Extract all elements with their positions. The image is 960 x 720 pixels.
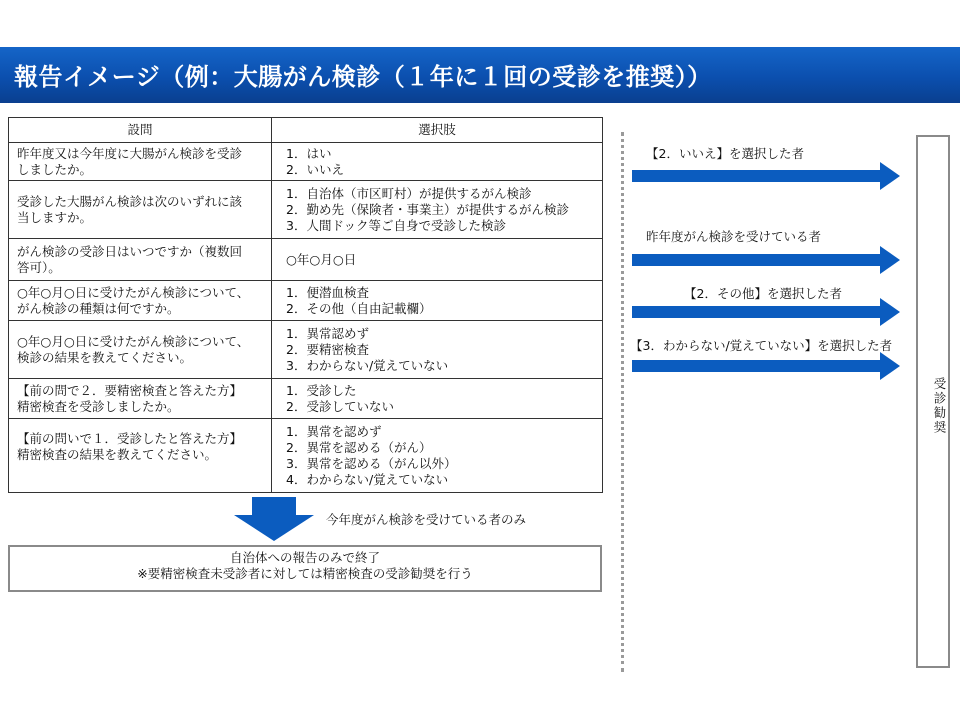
options-cell (272, 379, 603, 419)
flow-label-2: 昨年度がん検診を受けている者 (646, 229, 822, 244)
question-table (8, 117, 603, 493)
option-text: 1．便潜血検査 (286, 284, 369, 300)
option-text: 1．異常を認めず (286, 423, 382, 439)
question-text: しましたか。 (17, 161, 93, 177)
option-text: 2．勤め先（保険者・事業主）が提供するがん検診 (286, 201, 569, 217)
option-text: 1．異常認めず (286, 325, 369, 341)
recommendation-label: 受診勧奨 (932, 377, 947, 435)
right-arrow-icon (632, 162, 900, 190)
right-arrow-icon (632, 246, 900, 274)
question-cell (9, 379, 272, 419)
question-cell (9, 321, 272, 379)
page-title: 報告イメージ（例：大腸がん検診（１年に１回の受診を推奨）） (14, 63, 712, 91)
option-text: 2．受診していない (286, 398, 394, 414)
question-text: 昨年度又は今年度に大腸がん検診を受診 (17, 145, 243, 161)
flow-label-1: 【2．いいえ】を選択した者 (646, 146, 804, 161)
table-row (9, 143, 603, 181)
question-text: 【前の問いで１．受診したと答えた方】 (17, 431, 243, 446)
question-text: 当しますか。 (17, 209, 93, 225)
header-question: 設問 (9, 118, 272, 143)
option-text: 3．異常を認める（がん以外） (286, 455, 457, 471)
question-text: ○年○月○日に受けたがん検診について、 (17, 333, 250, 349)
options-cell (272, 281, 603, 321)
option-text: 4．わからない/覚えていない (286, 471, 449, 487)
question-cell (9, 239, 272, 281)
question-text: がん検診の受診日はいつですか（複数回 (17, 243, 243, 259)
question-text: がん検診の種類は何ですか。 (17, 300, 180, 316)
question-text: ○年○月○日に受けたがん検診について、 (17, 284, 250, 300)
question-text: 精密検査の結果を教えてください。 (17, 447, 218, 462)
table-row (9, 321, 603, 379)
table-row (9, 181, 603, 239)
option-text: 1．受診した (286, 382, 357, 398)
question-text: 精密検査を受診しましたか。 (17, 398, 180, 414)
question-text: 受診した大腸がん検診は次のいずれに該 (17, 193, 243, 209)
result-line-2: ※要精密検査未受診者に対しては精密検査の受診勧奨を行う (137, 566, 473, 581)
table-row (9, 281, 603, 321)
table-row (9, 419, 603, 493)
dotted-divider (621, 132, 624, 672)
question-cell (9, 143, 272, 181)
table-header-row (9, 118, 603, 143)
result-line-1: 自治体への報告のみで終了 (229, 550, 380, 565)
question-cell (9, 281, 272, 321)
option-text: 2．要精密検査 (286, 341, 369, 357)
right-arrow-icon (632, 352, 900, 380)
question-text: 検診の結果を教えてください。 (17, 349, 193, 365)
down-arrow-note: 今年度がん検診を受けている者のみ (326, 512, 527, 527)
option-text: 2．異常を認める（がん） (286, 439, 432, 455)
table-row (9, 379, 603, 419)
right-arrow-icon (632, 298, 900, 326)
header-options: 選択肢 (272, 118, 603, 143)
question-text: 答可）。 (17, 259, 61, 275)
question-text: 【前の問で２．要精密検査と答えた方】 (17, 382, 243, 398)
title-bar (0, 47, 960, 103)
flow-label-4: 【3．わからない/覚えていない】を選択した者 (630, 338, 893, 353)
options-cell (272, 419, 603, 493)
recommendation-box (916, 135, 950, 668)
option-text: 3．人間ドック等ご自身で受診した検診 (286, 217, 506, 233)
option-text: 2．いいえ (286, 161, 344, 177)
options-cell (272, 321, 603, 379)
options-cell (272, 143, 603, 181)
down-arrow-icon (234, 497, 314, 541)
question-cell (9, 181, 272, 239)
option-text: 3．わからない/覚えていない (286, 357, 449, 373)
option-text: 2．その他（自由記載欄） (286, 300, 432, 316)
option-text: 1．はい (286, 145, 332, 161)
option-text: 1．自治体（市区町村）が提供するがん検診 (286, 185, 532, 201)
options-cell (272, 239, 603, 281)
options-cell (272, 181, 603, 239)
flow-label-3: 【2．その他】を選択した者 (684, 286, 842, 301)
option-text: ○年○月○日 (286, 251, 357, 267)
result-box (8, 545, 602, 592)
table-row (9, 239, 603, 281)
question-cell (9, 419, 272, 493)
